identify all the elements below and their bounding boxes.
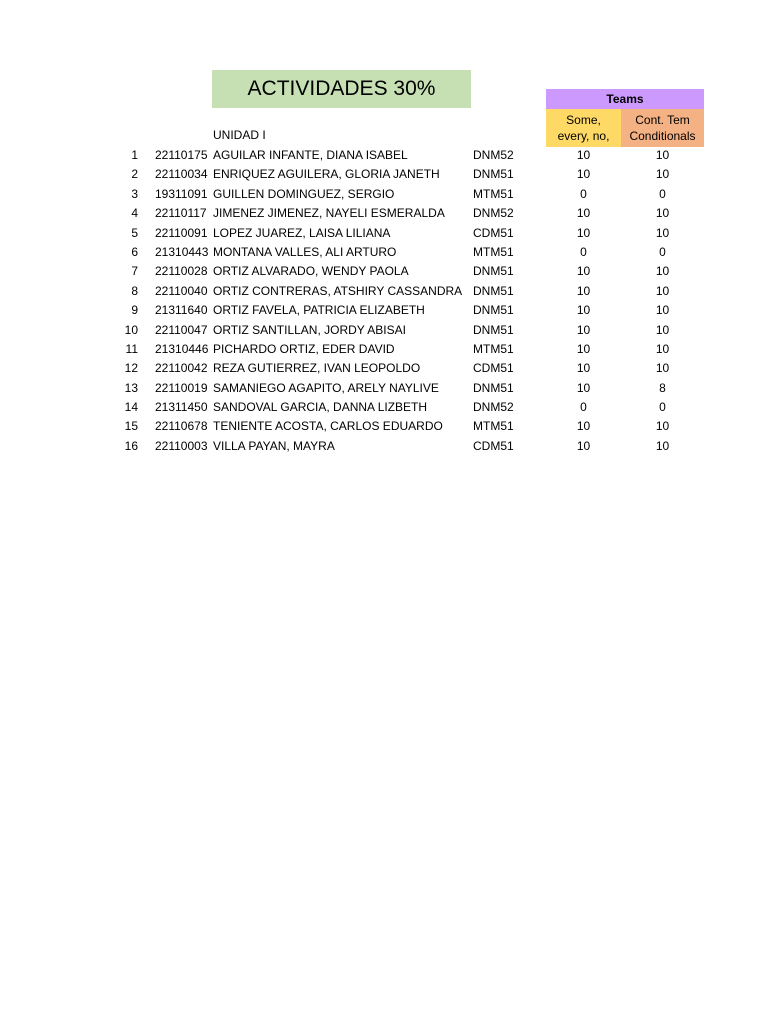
score-conditionals: 10 <box>655 264 670 279</box>
group-code: CDM51 <box>473 361 514 376</box>
row-number: 15 <box>124 419 138 434</box>
score-conditionals: 0 <box>659 400 666 415</box>
row-number: 10 <box>124 322 138 337</box>
unit-label: UNIDAD I <box>213 128 266 142</box>
row-number: 5 <box>131 225 138 240</box>
group-code: MTM51 <box>473 419 514 434</box>
group-code: CDM51 <box>473 438 514 453</box>
group-code: DNM52 <box>473 400 514 415</box>
score-some-every-no: 10 <box>576 148 591 162</box>
score-conditionals: 0 <box>659 186 666 201</box>
student-id: 21311640 <box>155 303 208 318</box>
score-conditionals: 10 <box>655 341 670 356</box>
student-id: 21310446 <box>155 341 209 356</box>
student-name: MONTANA VALLES, ALI ARTURO <box>213 244 397 259</box>
table-row <box>0 417 768 436</box>
score-conditionals: 10 <box>655 167 670 182</box>
row-number: 1 <box>131 148 138 162</box>
group-code: DNM52 <box>473 206 514 221</box>
student-id: 22110678 <box>155 419 208 434</box>
score-conditionals: 10 <box>655 438 670 453</box>
table-row <box>0 146 768 165</box>
score-conditionals: 10 <box>655 419 670 434</box>
row-number: 8 <box>131 283 138 298</box>
student-name: LOPEZ JUAREZ, LAISA LILIANA <box>213 225 391 240</box>
table-row <box>0 282 768 301</box>
score-conditionals: 8 <box>659 380 666 395</box>
student-id: 22110175 <box>155 148 208 162</box>
table-row <box>0 262 768 281</box>
column-header-line: every, no, <box>557 129 610 143</box>
row-number: 14 <box>124 400 138 415</box>
student-name: GUILLEN DOMINGUEZ, SERGIO <box>213 186 395 201</box>
student-table <box>0 146 768 456</box>
student-name: AGUILAR INFANTE, DIANA ISABEL <box>213 148 408 162</box>
score-conditionals: 0 <box>659 244 666 259</box>
student-id: 22110117 <box>155 206 207 221</box>
table-row <box>0 243 768 262</box>
student-name: TENIENTE ACOSTA, CARLOS EDUARDO <box>213 419 443 434</box>
column-header-some-every-no <box>546 109 621 147</box>
score-some-every-no: 10 <box>576 380 591 395</box>
table-row <box>0 165 768 184</box>
row-number: 16 <box>124 438 138 453</box>
table-row <box>0 301 768 320</box>
student-name: JIMENEZ JIMENEZ, NAYELI ESMERALDA <box>213 206 445 221</box>
student-id: 22110034 <box>155 167 208 182</box>
student-name: SANDOVAL GARCIA, DANNA LIZBETH <box>213 400 428 415</box>
student-name: SAMANIEGO AGAPITO, ARELY NAYLIVE <box>213 380 439 395</box>
student-id: 19311091 <box>155 186 208 201</box>
score-some-every-no: 10 <box>576 303 591 318</box>
row-number: 6 <box>131 244 138 259</box>
group-code: DNM52 <box>473 148 514 162</box>
student-id: 22110042 <box>155 361 208 376</box>
row-number: 12 <box>124 361 138 376</box>
score-conditionals: 10 <box>655 206 670 221</box>
table-row <box>0 340 768 359</box>
score-some-every-no: 0 <box>580 186 587 201</box>
column-header-line: Some, <box>566 113 601 127</box>
student-name: VILLA PAYAN, MAYRA <box>213 438 335 453</box>
student-name: ORTIZ FAVELA, PATRICIA ELIZABETH <box>213 303 425 318</box>
student-id: 21311450 <box>155 400 208 415</box>
student-id: 22110019 <box>155 380 208 395</box>
score-some-every-no: 10 <box>576 167 591 182</box>
group-code: DNM51 <box>473 264 514 279</box>
column-header-line: Conditionals <box>629 129 696 143</box>
group-code: MTM51 <box>473 244 514 259</box>
score-some-every-no: 0 <box>580 400 587 415</box>
score-conditionals: 10 <box>655 361 670 376</box>
group-code: CDM51 <box>473 225 514 240</box>
student-name: ENRIQUEZ AGUILERA, GLORIA JANETH <box>213 167 440 182</box>
table-row <box>0 204 768 223</box>
score-conditionals: 10 <box>655 283 670 298</box>
student-id: 21310443 <box>155 244 209 259</box>
score-some-every-no: 10 <box>576 206 591 221</box>
student-id: 22110047 <box>155 322 208 337</box>
teams-header: Teams <box>546 89 704 109</box>
column-header-conditionals <box>621 109 704 147</box>
student-id: 22110040 <box>155 283 208 298</box>
score-conditionals: 10 <box>655 322 670 337</box>
group-code: DNM51 <box>473 283 514 298</box>
student-name: ORTIZ CONTRERAS, ATSHIRY CASSANDRA <box>213 283 463 298</box>
group-code: DNM51 <box>473 322 514 337</box>
group-code: MTM51 <box>473 341 514 356</box>
student-name: PICHARDO ORTIZ, EDER DAVID <box>213 341 395 356</box>
row-number: 7 <box>131 264 138 279</box>
student-id: 22110028 <box>155 264 208 279</box>
sheet-title: ACTIVIDADES 30% <box>212 70 471 108</box>
group-code: DNM51 <box>473 167 514 182</box>
score-some-every-no: 10 <box>576 322 591 337</box>
row-number: 2 <box>131 167 138 182</box>
score-some-every-no: 10 <box>576 419 591 434</box>
score-conditionals: 10 <box>655 148 670 162</box>
row-number: 13 <box>124 380 138 395</box>
score-some-every-no: 10 <box>576 438 591 453</box>
student-name: ORTIZ SANTILLAN, JORDY ABISAI <box>213 322 406 337</box>
row-number: 9 <box>131 303 138 318</box>
row-number: 3 <box>131 186 138 201</box>
table-row <box>0 321 768 340</box>
score-conditionals: 10 <box>655 225 670 240</box>
student-name: ORTIZ ALVARADO, WENDY PAOLA <box>213 264 409 279</box>
row-number: 4 <box>131 206 138 221</box>
group-code: DNM51 <box>473 303 514 318</box>
student-name: REZA GUTIERREZ, IVAN LEOPOLDO <box>213 361 421 376</box>
student-id: 22110091 <box>155 225 208 240</box>
score-some-every-no: 10 <box>576 264 591 279</box>
group-code: DNM51 <box>473 380 514 395</box>
table-row <box>0 379 768 398</box>
table-row <box>0 437 768 456</box>
group-code: MTM51 <box>473 186 514 201</box>
score-some-every-no: 10 <box>576 341 591 356</box>
column-header-line: Cont. Tem <box>635 113 690 127</box>
table-row <box>0 185 768 204</box>
table-row <box>0 224 768 243</box>
score-some-every-no: 10 <box>576 361 591 376</box>
table-row <box>0 359 768 378</box>
table-row <box>0 398 768 417</box>
score-some-every-no: 10 <box>576 225 591 240</box>
row-number: 11 <box>125 341 138 356</box>
score-conditionals: 10 <box>655 303 670 318</box>
score-some-every-no: 0 <box>580 244 587 259</box>
score-some-every-no: 10 <box>576 283 591 298</box>
student-id: 22110003 <box>155 438 208 453</box>
